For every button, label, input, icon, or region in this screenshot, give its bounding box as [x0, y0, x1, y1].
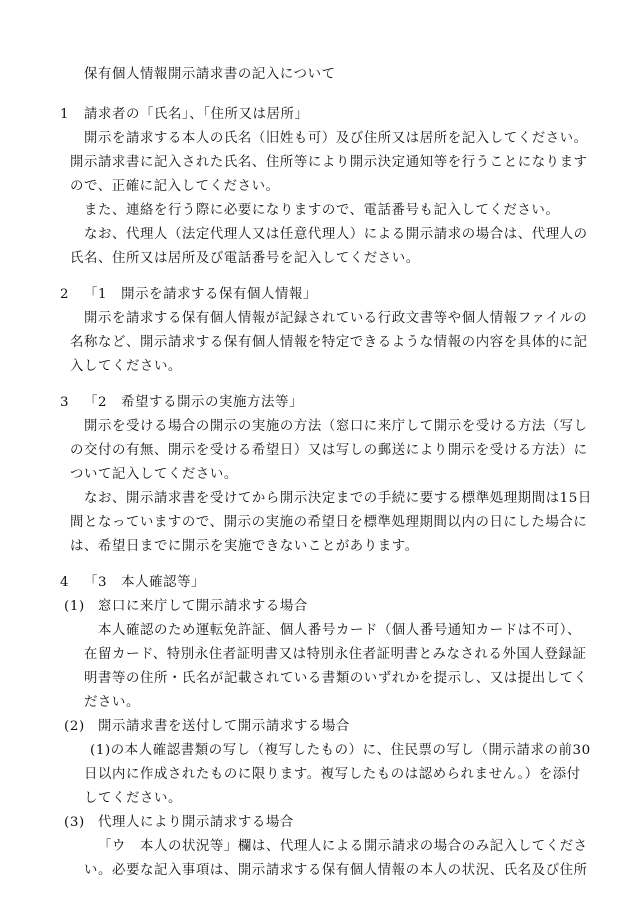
body-line: 開示を受ける場合の開示の実施の方法（窓口に来庁して開示を受ける方法（写し: [84, 419, 588, 434]
section-heading: 「2 希望する開示の実施方法等」: [84, 395, 303, 410]
body-line: 在留カード、特別永住者証明書又は特別永住者証明書とみなされる外国人登録証: [84, 647, 587, 662]
subsection-heading: 代理人により開示請求する場合: [98, 815, 294, 830]
body-line: い。必要な記入事項は、開示請求する保有個人情報の本人の状況、氏名及び住所: [84, 863, 588, 878]
subsection-number: (2): [64, 719, 85, 734]
section-number: 2: [60, 287, 70, 302]
section-number: 3: [60, 395, 70, 410]
body-line: 間となっていますので、開示の実施の希望日を標準処理期間以内の日にした場合に: [70, 515, 588, 530]
document-title: 保有個人情報開示請求書の記入について: [84, 67, 336, 82]
body-line: 入してください。: [70, 359, 182, 374]
section-heading: 請求者の「氏名」、「住所又は居所」: [84, 107, 309, 122]
subsection-heading: 開示請求書を送付して開示請求する場合: [98, 719, 350, 734]
body-line: 明書等の住所・氏名が記載されている書類のいずれかを提示し、又は提出してく: [84, 671, 588, 686]
subsection-number: (1): [64, 599, 85, 614]
subsection-number: (3): [64, 815, 85, 830]
body-line: ので、正確に記入してください。: [70, 179, 280, 194]
section-heading: 「3 本人確認等」: [84, 575, 206, 590]
section-number: 1: [60, 107, 70, 122]
subsection-heading: 窓口に来庁して開示請求する場合: [98, 599, 308, 614]
body-line: また、連絡を行う際に必要になりますので、電話番号も記入してください。: [84, 203, 560, 218]
body-line: 日以内に作成されたものに限ります。複写したものは認められません。）を添付: [84, 767, 581, 782]
body-line: の交付の有無、開示を受ける希望日）又は写しの郵送により開示を受ける方法）に: [70, 443, 588, 458]
body-line: 開示を請求する本人の氏名（旧姓も可）及び住所又は居所を記入してください。: [84, 131, 588, 146]
section-number: 4: [60, 575, 70, 590]
body-line: ついて記入してください。: [70, 467, 238, 482]
body-line: 開示請求書に記入された氏名、住所等により開示決定通知等を行うことになります: [70, 155, 588, 170]
body-line: は、希望日までに開示を実施できないことがあります。: [70, 539, 419, 554]
body-line: 氏名、住所又は居所及び電話番号を記入してください。: [70, 251, 420, 266]
body-line: (1)の本人確認書類の写し（複写したもの）に、住民票の写し（開示請求の前30: [90, 743, 591, 758]
body-line: ださい。: [84, 695, 140, 710]
body-line: 「ウ 本人の状況等」欄は、代理人による開示請求の場合のみ記入してくださ: [98, 839, 588, 854]
body-line: なお、代理人（法定代理人又は任意代理人）による開示請求の場合は、代理人の: [84, 227, 588, 242]
body-line: してください。: [84, 791, 182, 806]
body-line: 名称など、開示請求する保有個人情報を特定できるような情報の内容を具体的に記: [70, 335, 588, 350]
section-heading: 「1 開示を請求する保有個人情報」: [84, 287, 317, 302]
body-line: なお、開示請求書を受けてから開示決定までの手続に要する標準処理期間は15日: [84, 491, 592, 506]
body-line: 本人確認のため運転免許証、個人番号カード（個人番号通知カードは不可）、: [98, 623, 581, 638]
body-line: 開示を請求する保有個人情報が記録されている行政文書等や個人情報ファイルの: [84, 311, 588, 326]
